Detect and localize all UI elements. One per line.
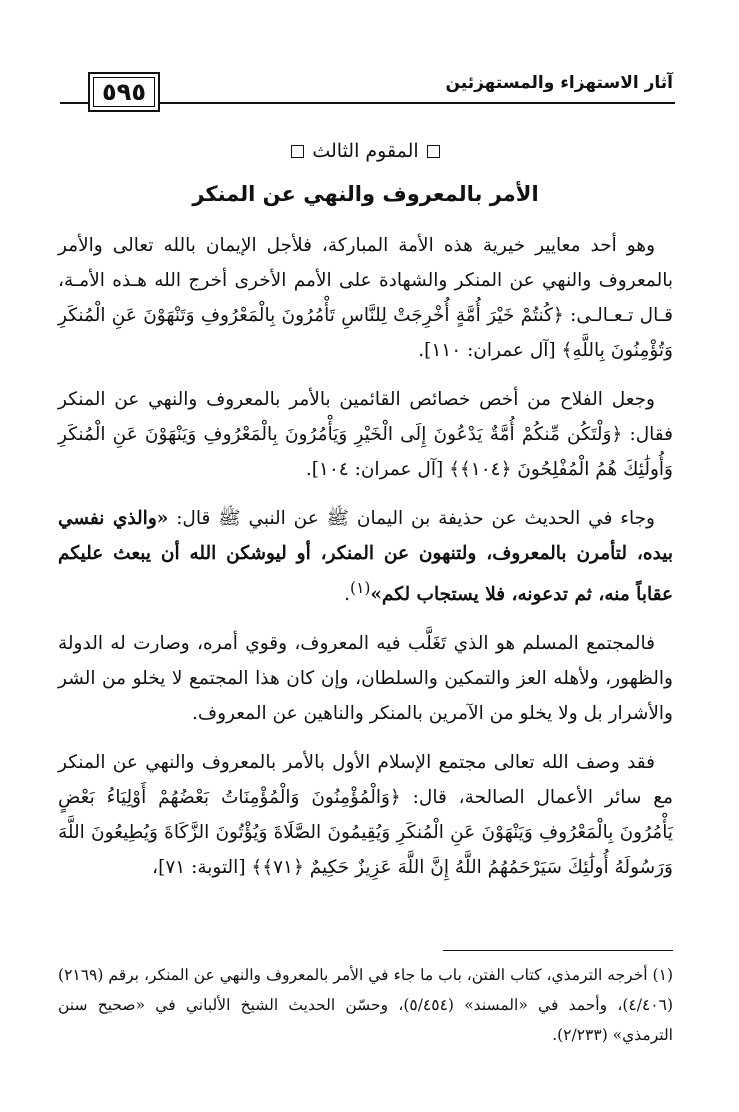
paragraph-3: فالمجتمع المسلم هو الذي تَغَلَّب فيه المعروف، وقوي أمره، وصارت له الدولة والظهور، ولأهله العز والتمكين والسلطان، وإن كان هذا المجتمع لا يخلو من الشر والأشرار بل ولا يخلو من الآمرين بالمنكر والناهين عن المعروف.: [58, 633, 673, 725]
page-body: [58, 140, 673, 895]
hadith-end: .: [344, 584, 351, 606]
page-number-box: [88, 72, 160, 112]
running-title: آثار الاستهزاء والمستهزئين: [445, 73, 673, 93]
hadith-text: «والذي نفسي بيده، لتأمرن بالمعروف، ولتنهون عن المنكر، أو ليوشكن الله أن يبعث عليكم عقاباً منه، ثم تدعونه، فلا يستجاب لكم»: [58, 508, 673, 606]
paragraph-1: وهو أحد معايير خيرية هذه الأمة المباركة، فلأجل الإيمان بالله تعالى والأمر بالمعروف والنهي عن المنكر والشهادة على الأمم الأخرى أخرج الله هـذه الأمـة، قـال تـعـالـى: ﴿كُنتُمْ خَيْرَ أُمَّةٍ أُخْرِجَتْ لِلنَّاسِ تَأْمُرُونَ بِالْمَعْرُوفِ وَتَنْهَوْنَ عَنِ الْمُنكَرِ وَتُؤْمِنُونَ بِاللَّهِ﴾ [آل عمران: ١١٠].: [58, 235, 673, 361]
hadith-paragraph: [58, 501, 673, 612]
paragraph-2: وجعل الفلاح من أخص خصائص القائمين بالأمر بالمعروف والنهي عن المنكر فقال: ﴿وَلْتَكُن مِّنكُمْ أُمَّةٌ يَدْعُونَ إِلَى الْخَيْرِ وَيَأْمُرُونَ بِالْمَعْرُوفِ وَيَنْهَوْنَ عَنِ الْمُنكَرِ وَأُولَٰئِكَ هُمُ الْمُفْلِحُونَ ﴿١٠٤﴾﴾ [آل عمران: ١٠٤].: [58, 389, 673, 480]
footnote: (١) أخرجه الترمذي، كتاب الفتن، باب ما جاء في الأمر بالمعروف والنهي عن المنكر، برقم (٢١٦٩) (٤/٤٠٦)، وأحمد في «المسند» (٥/٤٥٤)، وحسّن الحديث الشيخ الألباني في «صحيح سنن الترمذي» (٢/٢٣٣).: [58, 966, 673, 1044]
paragraph-4: فقد وصف الله تعالى مجتمع الإسلام الأول بالأمر بالمعروف والنهي عن المنكر مع سائر الأعمال الصالحة، قال: ﴿وَالْمُؤْمِنُونَ وَالْمُؤْمِنَاتُ بَعْضُهُمْ أَوْلِيَاءُ بَعْضٍ يَأْمُرُونَ بِالْمَعْرُوفِ وَيَنْهَوْنَ عَنِ الْمُنكَرِ وَيُقِيمُونَ الصَّلَاةَ وَيُؤْتُونَ الزَّكَاةَ وَيُطِيعُونَ اللَّهَ وَرَسُولَهُ أُولَٰئِكَ سَيَرْحَمُهُمُ اللَّهُ إِنَّ اللَّهَ عَزِيزٌ حَكِيمٌ ﴿٧١﴾﴾ [التوبة: ٧١]،: [58, 752, 673, 879]
hadith-intro: وجاء في الحديث عن حذيفة بن اليمان ﷺ عن النبي ﷺ قال:: [176, 508, 655, 529]
section-label: [58, 140, 673, 162]
section-label-text: المقوم الثالث: [312, 140, 419, 162]
footnote-mark: (١): [350, 579, 371, 597]
page-number: ٥٩٥: [93, 77, 155, 107]
square-bullet-icon: [291, 145, 304, 158]
square-bullet-icon: [427, 145, 440, 158]
section-title: الأمر بالمعروف والنهي عن المنكر: [192, 182, 539, 206]
page-header: [0, 62, 739, 112]
footnote-separator: [443, 950, 673, 951]
